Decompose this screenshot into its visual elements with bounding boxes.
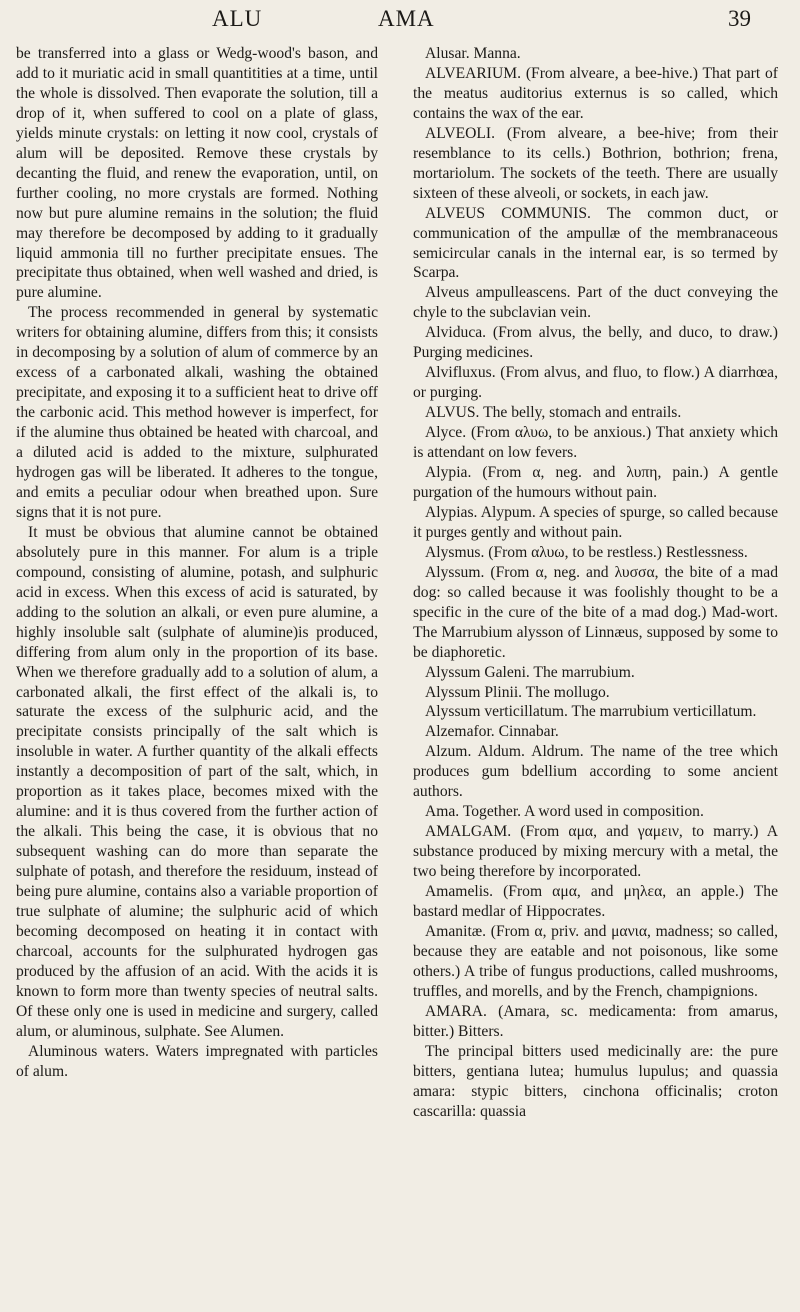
dictionary-entry: AMALGAM. (From αμα, and γαμειν, to marry.) A substance produced by mixing mercury with a metal, the two being therefore by incorporated. xyxy=(413,823,778,881)
dictionary-entry: Alypias. Alypum. A species of spurge, so called because it purges gently and without pain. xyxy=(413,503,778,541)
dictionary-entry: Alyssum verticillatum. The marrubium verticillatum. xyxy=(425,703,757,721)
dictionary-entry: ALVEARIUM. (From alveare, a bee-hive.) That part of the meatus auditorius externus is so called, which contains the wax of the ear. xyxy=(413,64,778,122)
dictionary-entry: Alyssum Plinii. The mollugo. xyxy=(425,683,610,701)
dictionary-entry: Alysmus. (From αλυω, to be restless.) Restlessness. xyxy=(425,543,748,561)
dictionary-entry: ALVEUS COMMUNIS. The common duct, or communication of the ampullæ of the membranaceous semicircular canals in the internal ear, is so termed by Scarpa. xyxy=(413,204,778,282)
dictionary-entry: ALVUS. The belly, stomach and entrails. xyxy=(425,404,682,422)
dictionary-entry: The principal bitters used medicinally are: the pure bitters, gentiana lutea; humulus lupulus; and quassia amara: stypic bitters, cinchona officinalis; croton cascarilla: quassia xyxy=(413,1042,778,1120)
running-header xyxy=(0,2,800,38)
dictionary-entry: Alzemafor. Cinnabar. xyxy=(425,723,559,741)
dictionary-entry: Ama. Together. A word used in composition. xyxy=(425,803,704,821)
right-column xyxy=(413,44,778,1121)
paragraph: The process recommended in general by systematic writers for obtaining alumine, differs from this; it consists in decomposing by a solution of alum of commerce by an excess of a carbonated alkali, washing the obtained precipitate, and exposing it to a sufficient heat to drive off the carbonic acid. This method however is imperfect, for if the alumine thus obtained be heated with charcoal, and a diluted acid is added to the mixture, sulphurated hydrogen gas will be liberated. It adheres to the tongue, and emits a peculiar odour when breathed upon. Sure signs that it is not pure. xyxy=(16,304,378,521)
header-left-guideword: ALU xyxy=(212,6,263,31)
dictionary-entry: Alyce. (From αλυω, to be anxious.) That anxiety which is attendant on low fevers. xyxy=(413,424,778,462)
page-number: 39 xyxy=(728,6,751,31)
dictionary-entry: Amanitæ. (From α, priv. and μανια, madness; so called, because they are eatable and not poisonous, like some others.) A tribe of fungus productions, called mushrooms, truffles, and morells, and by the French, champignions. xyxy=(413,922,778,1000)
dictionary-entry: Alzum. Aldum. Aldrum. The name of the tree which produces gum bdellium according to some ancient authors. xyxy=(413,743,778,801)
dictionary-entry: Alviducа. (From alvus, the belly, and duco, to draw.) Purging medicines. xyxy=(413,324,778,362)
dictionary-entry: Alypia. (From α, neg. and λυπη, pain.) A gentle purgation of the humours without pain. xyxy=(413,464,778,501)
header-right-guideword: AMA xyxy=(378,6,435,31)
dictionary-entry: Alusar. Manna. xyxy=(425,45,521,62)
paragraph: It must be obvious that alumine cannot be obtained absolutely pure in this manner. For alum is a triple compound, consisting of alumine, potash, and sulphuric acid in excess. When this excess of acid is saturated, by adding to the solution an alkali, or even pure alumine, a highly insoluble salt (sulphate of alumine)is produced, differing from alum only in the proportion of its base. When we therefore gradually add to a solution of alum, a carbonated alkali, the first effect of the alkali is, to saturate the excess of the sulphuric acid, and the precipitate consists principally of the salt which is insoluble in water. A further quantity of the alkali effects instantly a decomposition of part of the salt, which, in proportion as it takes place, becomes mixed with the alumine: and it is thus covered from the further action of the alkali. This being the case, it is obvious that no subsequent washing can do more than separate the sulphate of potash, and therefore the residuum, instead of being pure alumine, contains also a variable proportion of true sulphate of alumine; the sulphuric acid of which becoming decomposed on heating it in contact with charcoal, accounts for the sulphurated hydrogen gas produced by the affusion of an acid. With the acids it is known to form more than twenty species of neutral salts. Of these only one is used in medicine and surgery, called alum, or aluminous, sulphate. See Alumen. xyxy=(16,523,378,1040)
dictionary-entry: Alvifluxus. (From alvus, and fluo, to flow.) A diarrhœa, or purging. xyxy=(413,364,778,402)
paragraph: be transferred into a glass or Wedg-wood's bason, and add to it muriatic acid in small quantitities at a time, until the whole is dissolved. Then evaporate the solution, till a drop of it, when suffered to cool on a plate of glass, yields minute crystals: on letting it now cool, crystals of alum will be deposited. Remove these crystals by decanting the fluid, and renew the evaporation, until, on further cooling, no more crystals are formed. Nothing now but pure alumine remains in the solution; the fluid may therefore be decomposed by adding to it gradually liquid ammonia till no further precipitate ensues. The precipitate thus obtained, when well washed and dried, is pure alumine. xyxy=(16,45,378,302)
paragraph: Aluminous waters. Waters impregnated with particles of alum. xyxy=(16,1042,378,1080)
dictionary-entry: Alveus ampulleascens. Part of the duct conveying the chyle to the subclavian vein. xyxy=(413,284,778,322)
dictionary-entry: Alyssum Galeni. The marrubium. xyxy=(425,663,635,681)
dictionary-entry: AMARA. (Amara, sc. medicamenta: from amarus, bitter.) Bitters. xyxy=(413,1002,778,1040)
left-column xyxy=(16,44,378,1082)
dictionary-entry: Alyssum. (From α, neg. and λυσσα, the bite of a mad dog: so called because it was foolishly thought to be a specific in the cure of the bite of a mad dog.) Mad-wort. The Marrubium alysson of Linnæus, supposed by some to be diaphoretic. xyxy=(413,563,778,661)
dictionary-entry: Amamelis. (From αμα, and μηλεα, an apple.) The bastard medlar of Hippocrates. xyxy=(413,883,778,920)
dictionary-entry: ALVEOLI. (From alveare, a bee-hive; from their resemblance to its cells.) Bothrion, bothrion; frena, mortariolum. The sockets of the teeth. There are usually sixteen of these alveoli, or sockets, in each jaw. xyxy=(413,124,778,202)
